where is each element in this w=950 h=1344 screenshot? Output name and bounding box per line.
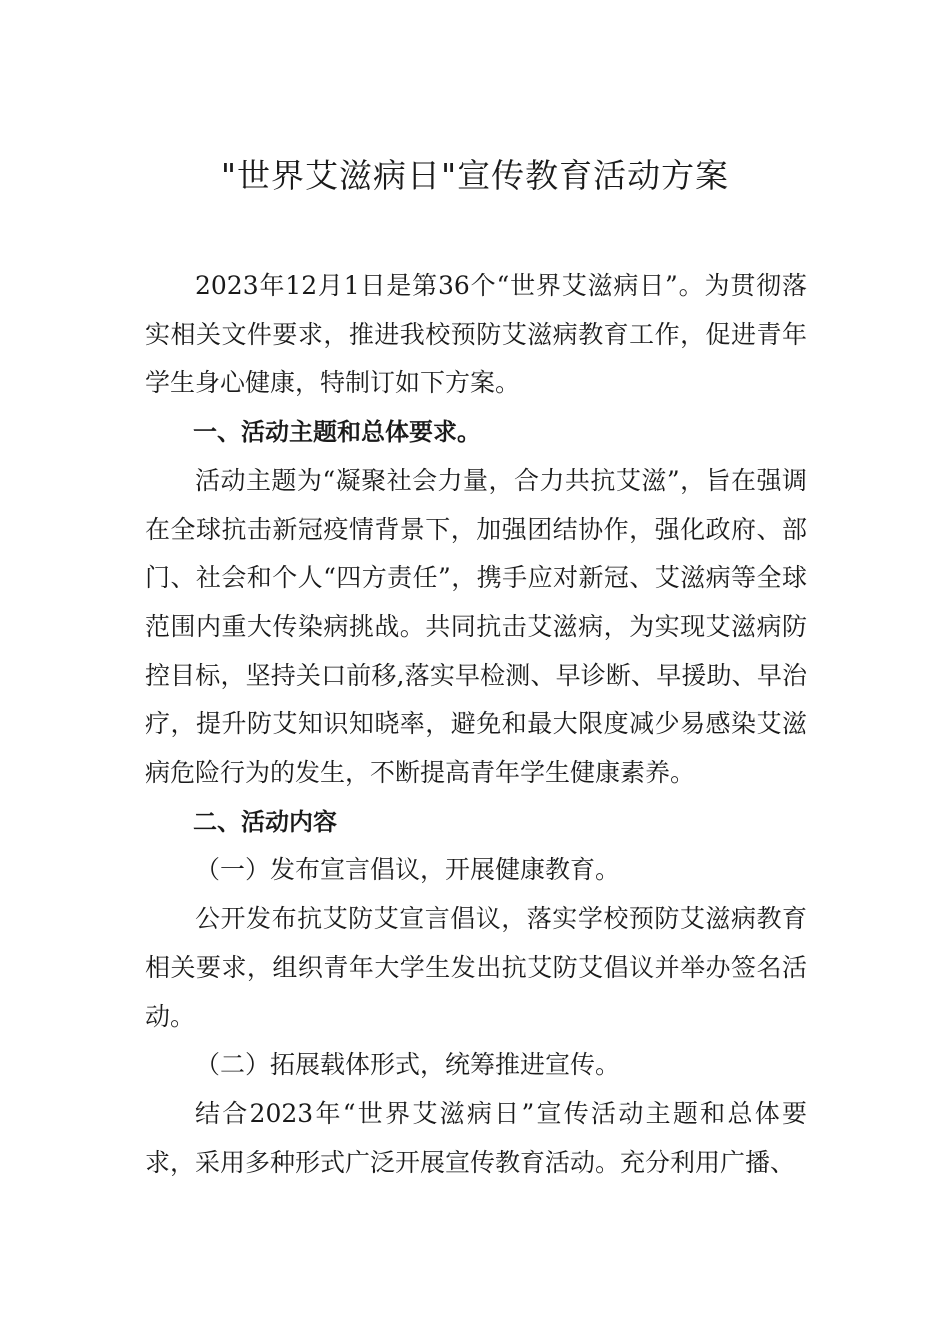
subsection-1-paragraph: 公开发布抗艾防艾宣言倡议，落实学校预防艾滋病教育相关要求，组织青年大学生发出抗艾防艾倡议并举办签名活动。 xyxy=(145,904,807,1031)
subsection-heading-2: （二）拓展载体形式，统筹推进宣传。 xyxy=(195,1050,621,1080)
section-heading-2: 二、活动内容 xyxy=(193,807,337,836)
intro-paragraph: 2023年12月1日是第36个“世界艾滋病日”。为贯彻落实相关文件要求，推进我校预防艾滋病教育工作，促进青年学生身心健康，特制订如下方案。 xyxy=(145,271,807,398)
section-1-paragraph: 活动主题为“凝聚社会力量，合力共抗艾滋”，旨在强调在全球抗击新冠疫情背景下，加强团结协作，强化政府、部门、社会和个人“四方责任”，携手应对新冠、艾滋病等全球范围内重大传染病挑战。共同抗击艾滋病，为实现艾滋病防控目标，坚持关口前移,落实早检测、早诊断、早援助、早治疗，提升防艾知识知晓率，避免和最大限度减少易感染艾滋病危险行为的发生，不断提高青年学生健康素养。 xyxy=(145,465,807,788)
subsection-heading-1: （一）发布宣言倡议，开展健康教育。 xyxy=(195,855,621,885)
document-title: "世界艾滋病日"宣传教育活动方案 xyxy=(220,156,730,195)
document-body xyxy=(145,262,807,1187)
section-heading-1: 一、活动主题和总体要求。 xyxy=(193,418,481,447)
subsection-2-paragraph: 结合2023年“世界艾滋病日”宣传活动主题和总体要求，采用多种形式广泛开展宣传教育活动。充分利用广播、 xyxy=(145,1098,807,1177)
